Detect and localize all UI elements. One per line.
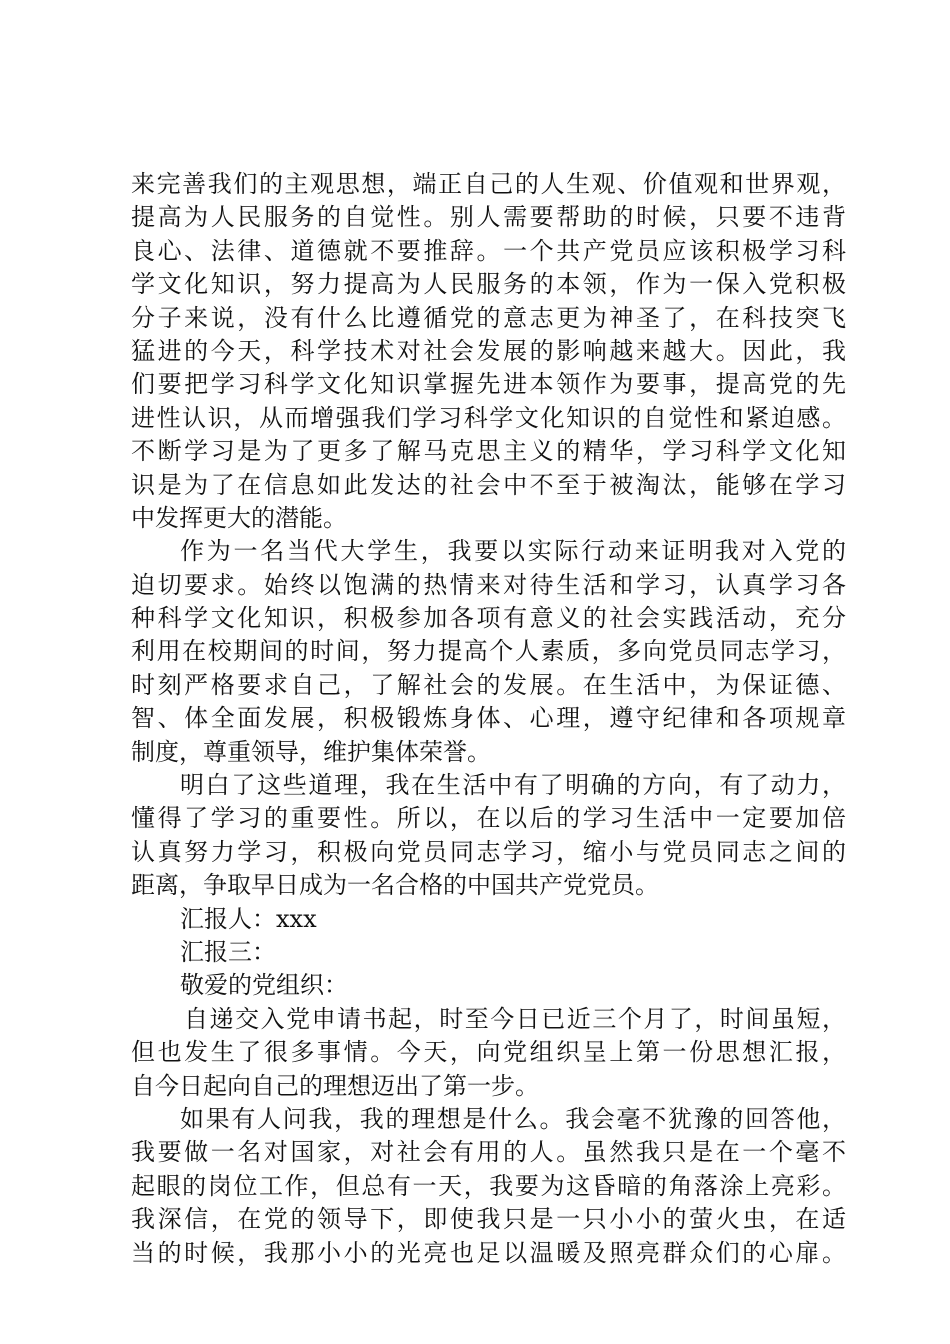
text-line: 识是为了在信息如此发达的社会中不至于被淘汰，能够在学习 xyxy=(131,470,846,499)
text-line: 不断学习是为了更多了解马克思主义的精华，学习科学文化知 xyxy=(131,437,846,466)
text-line: 我深信，在党的领导下，即使我只是一只小小的萤火虫，在适 xyxy=(131,1205,846,1234)
text-line: 分子来说，没有什么比遵循党的意志更为神圣了，在科技突飞 xyxy=(131,303,846,332)
text-line: 们要把学习科学文化知识掌握先进本领作为要事，提高党的先 xyxy=(131,370,846,399)
section-heading: 汇报三： xyxy=(180,937,276,966)
text-line: 我要做一名对国家，对社会有用的人。虽然我只是在一个毫不 xyxy=(131,1138,846,1167)
text-line: 迫切要求。始终以饱满的热情来对待生活和学习，认真学习各 xyxy=(131,570,846,599)
text-line: 但也发生了很多事情。今天，向党组织呈上第一份思想汇报， xyxy=(131,1038,846,1067)
salutation: 敬爱的党组织： xyxy=(180,971,348,1000)
text-line: 良心、法律、道德就不要推辞。一个共产党员应该积极学习科 xyxy=(131,236,846,265)
paragraph-first-line: 明白了这些道理，我在生活中有了明确的方向，有了动力， xyxy=(180,771,846,800)
text-line: 种科学文化知识，积极参加各项有意义的社会实践活动，充分 xyxy=(131,604,846,633)
text-line: 进性认识，从而增强我们学习科学文化知识的自觉性和紧迫感。 xyxy=(131,403,846,432)
text-line: 起眼的岗位工作，但总有一天，我要为这昏暗的角落涂上亮彩。 xyxy=(131,1171,846,1200)
paragraph-first-line: 如果有人问我，我的理想是什么。我会毫不犹豫的回答他， xyxy=(180,1104,846,1133)
document-body xyxy=(131,168,846,1270)
text-line: 猛进的今天，科学技术对社会发展的影响越来越大。因此，我 xyxy=(131,336,846,365)
text-line: 利用在校期间的时间，努力提高个人素质，多向党员同志学习， xyxy=(131,637,846,666)
text-line: 距离，争取早日成为一名合格的中国共产党党员。 xyxy=(131,871,659,900)
paragraph-first-line: 作为一名当代大学生，我要以实际行动来证明我对入党的 xyxy=(180,537,846,566)
text-line: 懂得了学习的重要性。所以，在以后的学习生活中一定要加倍 xyxy=(131,804,846,833)
text-line: 来完善我们的主观思想，端正自己的人生观、价值观和世界观， xyxy=(131,170,846,198)
text-line: 时刻严格要求自己，了解社会的发展。在生活中，为保证德、 xyxy=(131,670,846,699)
reporter-signature: 汇报人：xxx xyxy=(180,904,317,933)
text-line: 当的时候，我那小小的光亮也足以温暖及照亮群众们的心扉。 xyxy=(131,1238,846,1267)
text-line: 提高为人民服务的自觉性。别人需要帮助的时候，只要不违背 xyxy=(131,203,846,232)
text-line: 中发挥更大的潜能。 xyxy=(131,503,347,532)
text-line: 自今日起向自己的理想迈出了第一步。 xyxy=(131,1071,539,1100)
text-line: 学文化知识，努力提高为人民服务的本领，作为一保入党积极 xyxy=(131,270,846,299)
text-line: 智、体全面发展，积极锻炼身体、心理，遵守纪律和各项规章 xyxy=(131,704,846,733)
text-line: 认真努力学习，积极向党员同志学习，缩小与党员同志之间的 xyxy=(131,837,846,866)
text-line: 制度，尊重领导，维护集体荣誉。 xyxy=(131,737,491,766)
paragraph-first-line: 自递交入党申请书起，时至今日已近三个月了，时间虽短， xyxy=(184,1004,846,1033)
